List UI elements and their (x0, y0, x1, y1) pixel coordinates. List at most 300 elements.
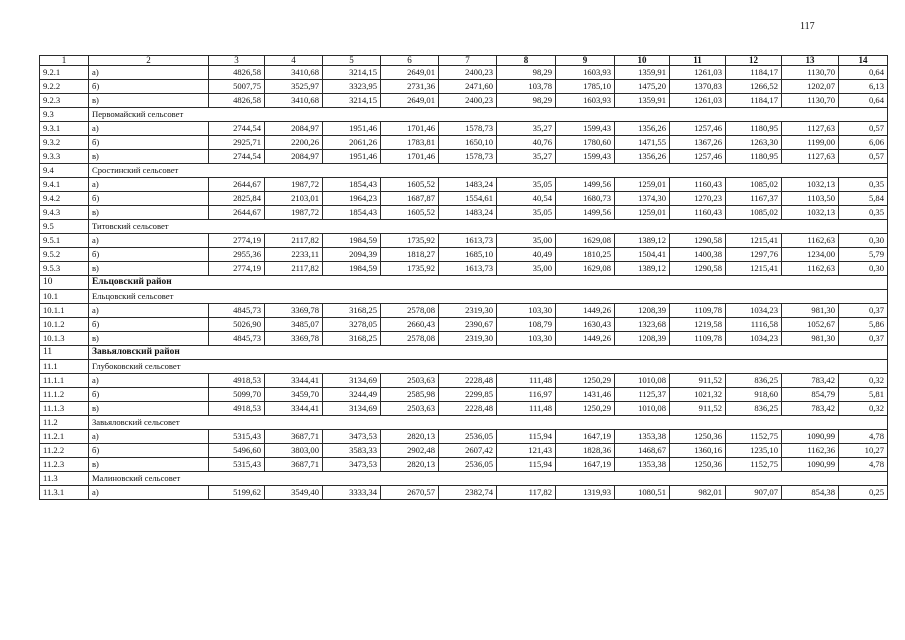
value-cell: 3473,53 (323, 458, 381, 472)
row-variant: б) (89, 318, 209, 332)
value-cell: 5,81 (839, 388, 888, 402)
value-cell: 2382,74 (439, 486, 497, 500)
value-cell: 2649,01 (381, 66, 439, 80)
table-row (40, 332, 888, 346)
section-code: 10.1 (40, 290, 89, 304)
row-code: 11.1.2 (40, 388, 89, 402)
value-cell: 1554,61 (439, 192, 497, 206)
tariff-table (39, 55, 888, 500)
row-code: 9.4.2 (40, 192, 89, 206)
row-code: 11.2.2 (40, 444, 89, 458)
value-cell: 2825,84 (209, 192, 265, 206)
value-cell: 3459,70 (265, 388, 323, 402)
row-code: 11.3.1 (40, 486, 89, 500)
value-cell: 1032,13 (782, 178, 839, 192)
value-cell: 981,30 (782, 332, 839, 346)
value-cell: 1162,36 (782, 444, 839, 458)
row-variant: б) (89, 192, 209, 206)
value-cell: 3333,34 (323, 486, 381, 500)
settlement-name: Сростинский сельсовет (89, 164, 888, 178)
value-cell: 2820,13 (381, 430, 439, 444)
column-number-4: 4 (265, 56, 323, 66)
value-cell: 5099,70 (209, 388, 265, 402)
value-cell: 2578,08 (381, 332, 439, 346)
value-cell: 836,25 (726, 374, 782, 388)
value-cell: 1199,00 (782, 136, 839, 150)
value-cell: 1257,46 (670, 122, 726, 136)
value-cell: 4845,73 (209, 332, 265, 346)
row-variant: в) (89, 262, 209, 276)
row-code: 9.4.1 (40, 178, 89, 192)
value-cell: 35,05 (497, 206, 556, 220)
table-row (40, 388, 888, 402)
value-cell: 981,30 (782, 304, 839, 318)
value-cell: 2319,30 (439, 304, 497, 318)
value-cell: 1629,08 (556, 234, 615, 248)
district-name: Ельцовский район (89, 276, 888, 290)
value-cell: 783,42 (782, 402, 839, 416)
value-cell: 1735,92 (381, 262, 439, 276)
value-cell: 0,32 (839, 374, 888, 388)
value-cell: 1250,36 (670, 430, 726, 444)
value-cell: 35,05 (497, 178, 556, 192)
value-cell: 1701,46 (381, 150, 439, 164)
value-cell: 3134,69 (323, 402, 381, 416)
value-cell: 1613,73 (439, 262, 497, 276)
value-cell: 2299,85 (439, 388, 497, 402)
row-code: 9.4.3 (40, 206, 89, 220)
value-cell: 1257,46 (670, 150, 726, 164)
value-cell: 1483,24 (439, 178, 497, 192)
value-cell: 4918,53 (209, 402, 265, 416)
value-cell: 35,00 (497, 234, 556, 248)
value-cell: 2607,42 (439, 444, 497, 458)
value-cell: 3323,95 (323, 80, 381, 94)
value-cell: 2644,67 (209, 178, 265, 192)
value-cell: 1647,19 (556, 458, 615, 472)
section-code: 11.1 (40, 360, 89, 374)
table-row (40, 94, 888, 108)
table-body (40, 56, 888, 500)
value-cell: 3687,71 (265, 430, 323, 444)
value-cell: 5315,43 (209, 458, 265, 472)
subsection-row (40, 472, 888, 486)
value-cell: 1270,23 (670, 192, 726, 206)
subsection-row (40, 108, 888, 122)
value-cell: 1785,10 (556, 80, 615, 94)
value-cell: 10,27 (839, 444, 888, 458)
table-row (40, 136, 888, 150)
value-cell: 854,38 (782, 486, 839, 500)
value-cell: 2503,63 (381, 402, 439, 416)
value-cell: 4826,58 (209, 94, 265, 108)
value-cell: 2955,36 (209, 248, 265, 262)
row-variant: в) (89, 402, 209, 416)
value-cell: 3473,53 (323, 430, 381, 444)
value-cell: 1471,55 (615, 136, 670, 150)
value-cell: 1259,01 (615, 206, 670, 220)
table-row (40, 458, 888, 472)
value-cell: 2200,26 (265, 136, 323, 150)
value-cell: 1234,00 (782, 248, 839, 262)
settlement-name: Ельцовский сельсовет (89, 290, 888, 304)
row-variant: б) (89, 248, 209, 262)
value-cell: 116,97 (497, 388, 556, 402)
value-cell: 2774,19 (209, 262, 265, 276)
value-cell: 2536,05 (439, 458, 497, 472)
value-cell: 2084,97 (265, 122, 323, 136)
value-cell: 4826,58 (209, 66, 265, 80)
row-code: 9.2.1 (40, 66, 89, 80)
value-cell: 1964,23 (323, 192, 381, 206)
value-cell: 40,54 (497, 192, 556, 206)
value-cell: 117,82 (497, 486, 556, 500)
value-cell: 1468,67 (615, 444, 670, 458)
row-variant: а) (89, 486, 209, 500)
page-number: 117 (800, 21, 815, 32)
row-variant: а) (89, 66, 209, 80)
district-name: Завьяловский район (89, 346, 888, 360)
column-number-11: 11 (670, 56, 726, 66)
value-cell: 5496,60 (209, 444, 265, 458)
value-cell: 1367,26 (670, 136, 726, 150)
row-variant: а) (89, 374, 209, 388)
value-cell: 4,78 (839, 430, 888, 444)
value-cell: 3410,68 (265, 94, 323, 108)
value-cell: 2536,05 (439, 430, 497, 444)
row-code: 11.1.1 (40, 374, 89, 388)
value-cell: 1103,50 (782, 192, 839, 206)
value-cell: 1499,56 (556, 206, 615, 220)
row-variant: в) (89, 206, 209, 220)
value-cell: 1010,08 (615, 374, 670, 388)
value-cell: 0,37 (839, 304, 888, 318)
value-cell: 40,49 (497, 248, 556, 262)
value-cell: 2228,48 (439, 374, 497, 388)
value-cell: 2670,57 (381, 486, 439, 500)
value-cell: 0,35 (839, 178, 888, 192)
settlement-name: Первомайский сельсовет (89, 108, 888, 122)
value-cell: 1130,70 (782, 94, 839, 108)
value-cell: 3344,41 (265, 402, 323, 416)
value-cell: 2744,54 (209, 122, 265, 136)
value-cell: 1685,10 (439, 248, 497, 262)
value-cell: 836,25 (726, 402, 782, 416)
value-cell: 1987,72 (265, 206, 323, 220)
column-number-1: 1 (40, 56, 89, 66)
table-row (40, 206, 888, 220)
value-cell: 1160,43 (670, 178, 726, 192)
value-cell: 2233,11 (265, 248, 323, 262)
value-cell: 115,94 (497, 430, 556, 444)
value-cell: 0,30 (839, 234, 888, 248)
value-cell: 1162,63 (782, 262, 839, 276)
value-cell: 98,29 (497, 94, 556, 108)
value-cell: 982,01 (670, 486, 726, 500)
value-cell: 0,64 (839, 66, 888, 80)
value-cell: 1389,12 (615, 234, 670, 248)
value-cell: 1629,08 (556, 262, 615, 276)
value-cell: 0,35 (839, 206, 888, 220)
value-cell: 1261,03 (670, 66, 726, 80)
value-cell: 35,27 (497, 150, 556, 164)
value-cell: 1319,93 (556, 486, 615, 500)
row-code: 9.3.1 (40, 122, 89, 136)
row-variant: б) (89, 80, 209, 94)
value-cell: 1127,63 (782, 150, 839, 164)
value-cell: 1984,59 (323, 234, 381, 248)
value-cell: 0,37 (839, 332, 888, 346)
value-cell: 1290,58 (670, 234, 726, 248)
row-variant: в) (89, 150, 209, 164)
value-cell: 1323,68 (615, 318, 670, 332)
value-cell: 3134,69 (323, 374, 381, 388)
row-code: 9.5.2 (40, 248, 89, 262)
value-cell: 783,42 (782, 374, 839, 388)
value-cell: 103,78 (497, 80, 556, 94)
settlement-name: Титовский сельсовет (89, 220, 888, 234)
row-code: 11.2.3 (40, 458, 89, 472)
value-cell: 1356,26 (615, 150, 670, 164)
column-number-7: 7 (439, 56, 497, 66)
value-cell: 1085,02 (726, 206, 782, 220)
value-cell: 1449,26 (556, 304, 615, 318)
table-row (40, 122, 888, 136)
value-cell: 1052,67 (782, 318, 839, 332)
row-variant: б) (89, 388, 209, 402)
section-code: 9.3 (40, 108, 89, 122)
value-cell: 1202,07 (782, 80, 839, 94)
value-cell: 3410,68 (265, 66, 323, 80)
value-cell: 1701,46 (381, 122, 439, 136)
value-cell: 1360,16 (670, 444, 726, 458)
row-variant: в) (89, 458, 209, 472)
subsection-row (40, 360, 888, 374)
value-cell: 3485,07 (265, 318, 323, 332)
value-cell: 1783,81 (381, 136, 439, 150)
value-cell: 1353,38 (615, 430, 670, 444)
value-cell: 2731,36 (381, 80, 439, 94)
value-cell: 2649,01 (381, 94, 439, 108)
value-cell: 1125,37 (615, 388, 670, 402)
value-cell: 1184,17 (726, 94, 782, 108)
value-cell: 1984,59 (323, 262, 381, 276)
value-cell: 1259,01 (615, 178, 670, 192)
value-cell: 0,30 (839, 262, 888, 276)
table-row (40, 262, 888, 276)
value-cell: 35,00 (497, 262, 556, 276)
value-cell: 0,57 (839, 150, 888, 164)
value-cell: 3549,40 (265, 486, 323, 500)
value-cell: 2061,26 (323, 136, 381, 150)
row-variant: б) (89, 136, 209, 150)
column-number-9: 9 (556, 56, 615, 66)
value-cell: 1400,38 (670, 248, 726, 262)
row-variant: а) (89, 122, 209, 136)
value-cell: 1680,73 (556, 192, 615, 206)
value-cell: 3687,71 (265, 458, 323, 472)
value-cell: 2644,67 (209, 206, 265, 220)
row-variant: в) (89, 332, 209, 346)
value-cell: 1180,95 (726, 150, 782, 164)
value-cell: 1578,73 (439, 150, 497, 164)
value-cell: 103,30 (497, 304, 556, 318)
value-cell: 1359,91 (615, 66, 670, 80)
value-cell: 1475,20 (615, 80, 670, 94)
value-cell: 1032,13 (782, 206, 839, 220)
value-cell: 1219,58 (670, 318, 726, 332)
value-cell: 1297,76 (726, 248, 782, 262)
table-row (40, 374, 888, 388)
value-cell: 1160,43 (670, 206, 726, 220)
section-code: 11 (40, 346, 89, 360)
value-cell: 2400,23 (439, 66, 497, 80)
value-cell: 1578,73 (439, 122, 497, 136)
value-cell: 5,84 (839, 192, 888, 206)
value-cell: 911,52 (670, 374, 726, 388)
value-cell: 2400,23 (439, 94, 497, 108)
value-cell: 5199,62 (209, 486, 265, 500)
subsection-row (40, 290, 888, 304)
value-cell: 4845,73 (209, 304, 265, 318)
value-cell: 1235,10 (726, 444, 782, 458)
value-cell: 1250,29 (556, 374, 615, 388)
table-row (40, 248, 888, 262)
value-cell: 1116,58 (726, 318, 782, 332)
column-number-10: 10 (615, 56, 670, 66)
row-code: 10.1.2 (40, 318, 89, 332)
value-cell: 1687,87 (381, 192, 439, 206)
column-number-14: 14 (839, 56, 888, 66)
value-cell: 2094,39 (323, 248, 381, 262)
value-cell: 103,30 (497, 332, 556, 346)
value-cell: 911,52 (670, 402, 726, 416)
value-cell: 5026,90 (209, 318, 265, 332)
value-cell: 1290,58 (670, 262, 726, 276)
value-cell: 1374,30 (615, 192, 670, 206)
value-cell: 1389,12 (615, 262, 670, 276)
value-cell: 1034,23 (726, 332, 782, 346)
value-cell: 3803,00 (265, 444, 323, 458)
value-cell: 3583,33 (323, 444, 381, 458)
value-cell: 1127,63 (782, 122, 839, 136)
value-cell: 1359,91 (615, 94, 670, 108)
header-row (40, 56, 888, 66)
value-cell: 1499,56 (556, 178, 615, 192)
value-cell: 1647,19 (556, 430, 615, 444)
value-cell: 1483,24 (439, 206, 497, 220)
value-cell: 1152,75 (726, 458, 782, 472)
value-cell: 2660,43 (381, 318, 439, 332)
section-code: 9.4 (40, 164, 89, 178)
row-variant: б) (89, 444, 209, 458)
value-cell: 2319,30 (439, 332, 497, 346)
value-cell: 3214,15 (323, 66, 381, 80)
row-code: 9.2.2 (40, 80, 89, 94)
table-row (40, 178, 888, 192)
table-row (40, 80, 888, 94)
value-cell: 1370,83 (670, 80, 726, 94)
value-cell: 111,48 (497, 402, 556, 416)
value-cell: 1080,51 (615, 486, 670, 500)
value-cell: 3369,78 (265, 332, 323, 346)
value-cell: 1356,26 (615, 122, 670, 136)
value-cell: 1152,75 (726, 430, 782, 444)
value-cell: 1605,52 (381, 178, 439, 192)
column-number-6: 6 (381, 56, 439, 66)
value-cell: 1090,99 (782, 458, 839, 472)
settlement-name: Малиновский сельсовет (89, 472, 888, 486)
value-cell: 2471,60 (439, 80, 497, 94)
value-cell: 3214,15 (323, 94, 381, 108)
value-cell: 5,86 (839, 318, 888, 332)
column-number-12: 12 (726, 56, 782, 66)
value-cell: 1109,78 (670, 304, 726, 318)
value-cell: 2774,19 (209, 234, 265, 248)
value-cell: 3244,49 (323, 388, 381, 402)
value-cell: 1605,52 (381, 206, 439, 220)
value-cell: 1353,38 (615, 458, 670, 472)
settlement-name: Завьяловский сельсовет (89, 416, 888, 430)
table-row (40, 402, 888, 416)
row-code: 9.3.2 (40, 136, 89, 150)
table-row (40, 444, 888, 458)
column-number-13: 13 (782, 56, 839, 66)
value-cell: 1090,99 (782, 430, 839, 444)
settlement-name: Глубоковский сельсовет (89, 360, 888, 374)
value-cell: 1810,25 (556, 248, 615, 262)
value-cell: 1250,36 (670, 458, 726, 472)
section-code: 9.5 (40, 220, 89, 234)
value-cell: 108,79 (497, 318, 556, 332)
value-cell: 115,94 (497, 458, 556, 472)
value-cell: 2585,98 (381, 388, 439, 402)
value-cell: 2390,67 (439, 318, 497, 332)
row-variant: а) (89, 304, 209, 318)
value-cell: 6,13 (839, 80, 888, 94)
table-row (40, 234, 888, 248)
value-cell: 1987,72 (265, 178, 323, 192)
value-cell: 2117,82 (265, 262, 323, 276)
value-cell: 1034,23 (726, 304, 782, 318)
value-cell: 1431,46 (556, 388, 615, 402)
value-cell: 0,25 (839, 486, 888, 500)
table-row (40, 66, 888, 80)
value-cell: 1263,30 (726, 136, 782, 150)
value-cell: 40,76 (497, 136, 556, 150)
district-row (40, 346, 888, 360)
row-code: 11.1.3 (40, 402, 89, 416)
value-cell: 1208,39 (615, 304, 670, 318)
value-cell: 1266,52 (726, 80, 782, 94)
row-variant: а) (89, 430, 209, 444)
value-cell: 0,57 (839, 122, 888, 136)
row-code: 10.1.1 (40, 304, 89, 318)
value-cell: 1215,41 (726, 234, 782, 248)
value-cell: 2084,97 (265, 150, 323, 164)
value-cell: 2103,01 (265, 192, 323, 206)
row-code: 10.1.3 (40, 332, 89, 346)
value-cell: 111,48 (497, 374, 556, 388)
value-cell: 98,29 (497, 66, 556, 80)
value-cell: 3278,05 (323, 318, 381, 332)
value-cell: 1613,73 (439, 234, 497, 248)
value-cell: 3168,25 (323, 332, 381, 346)
value-cell: 1184,17 (726, 66, 782, 80)
row-code: 9.2.3 (40, 94, 89, 108)
row-code: 9.3.3 (40, 150, 89, 164)
value-cell: 1215,41 (726, 262, 782, 276)
